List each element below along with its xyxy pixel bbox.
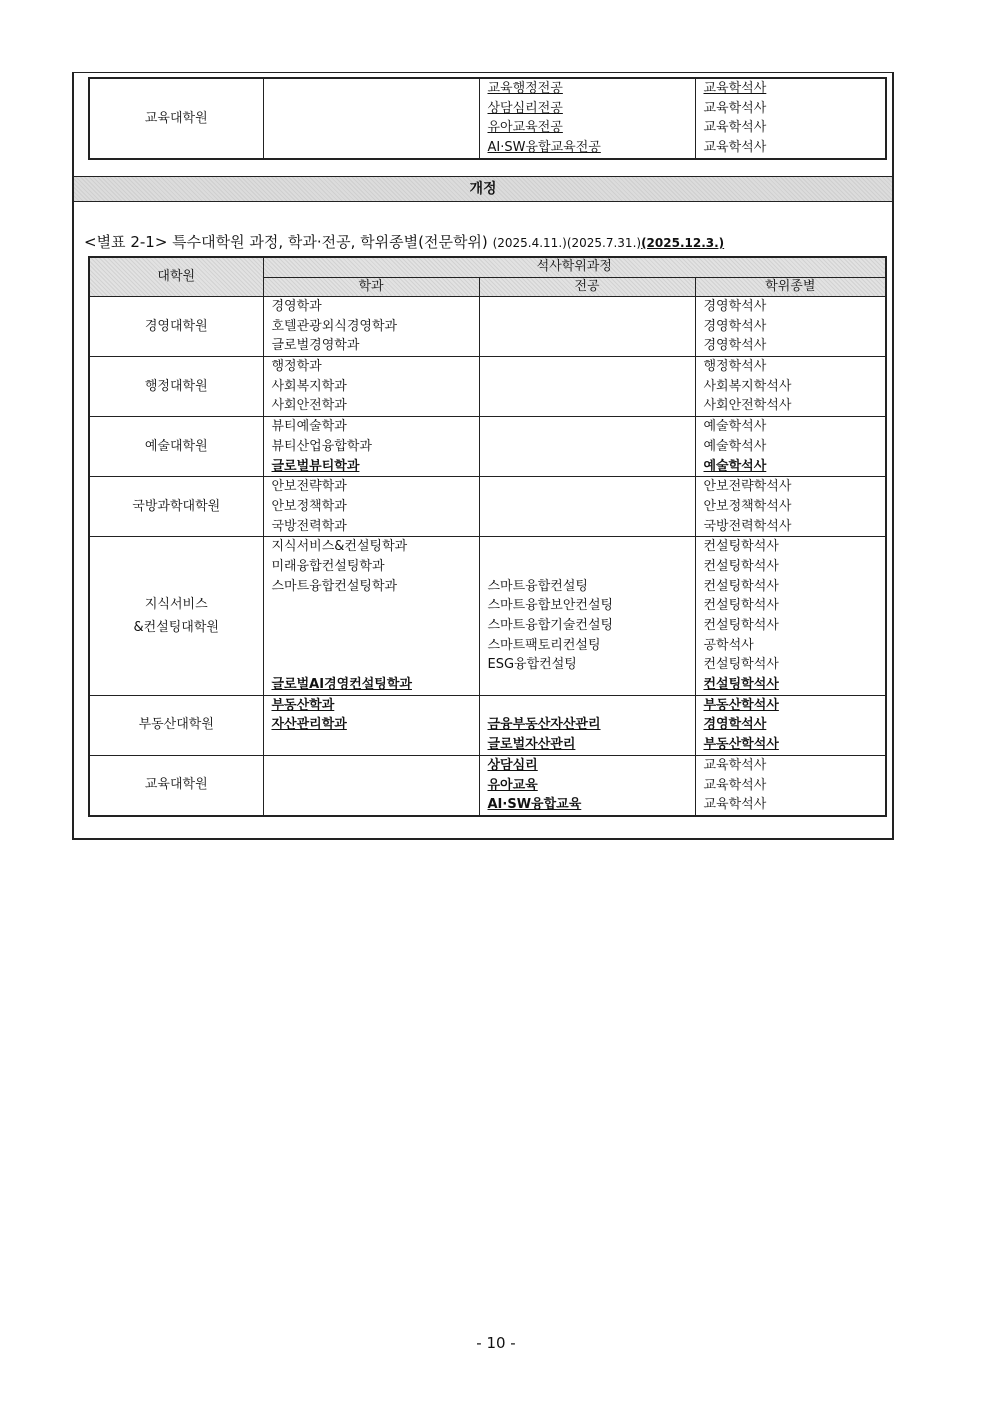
degree-item: 교육학석사 xyxy=(703,777,767,793)
caption-new-date: (2025.12.3.) xyxy=(641,236,725,250)
dept-item: 사회복지학과 xyxy=(271,378,347,394)
dept-cell xyxy=(263,417,479,477)
degree-cell xyxy=(695,537,886,696)
degree-cell xyxy=(695,417,886,477)
school-name xyxy=(89,537,263,696)
degree-item: 경영학석사 xyxy=(703,717,767,733)
dept-item: 지식서비스&컨설팅학과 xyxy=(271,539,408,555)
degree-cell xyxy=(695,297,886,357)
dept-item: 글로벌뷰티학과 xyxy=(271,458,360,474)
degree-item: 경영학석사 xyxy=(703,299,767,314)
degree-item: 컨설팅학석사 xyxy=(703,539,779,555)
degree-item: 사회복지학석사 xyxy=(703,378,792,394)
degree-item: 컨설팅학석사 xyxy=(703,578,779,594)
dept-item: 미래융합컨설팅학과 xyxy=(271,558,385,574)
degree-item: 컨설팅학석사 xyxy=(703,657,779,673)
major-cell xyxy=(479,357,695,417)
top-major-cell xyxy=(479,78,695,159)
main-table xyxy=(88,256,887,817)
amendment-frame xyxy=(72,72,894,840)
school-name-line: &컨설팅대학원 xyxy=(133,620,219,635)
dept-cell xyxy=(263,695,479,755)
major-item xyxy=(488,675,695,695)
school-name: 경영대학원 xyxy=(89,297,263,357)
top-degree: 교육학석사 xyxy=(703,100,767,116)
dept-item xyxy=(272,655,479,675)
school-name: 예술대학원 xyxy=(89,417,263,477)
table-row xyxy=(89,695,886,755)
caption-dates: (2025.4.11.)(2025.7.31.) xyxy=(492,236,642,250)
top-major: 유아교육전공 xyxy=(487,120,563,136)
degree-item: 행정학석사 xyxy=(703,359,767,375)
degree-item: 공학석사 xyxy=(703,637,754,653)
top-major: 교육행정전공 xyxy=(487,81,563,96)
major-item: 스마트융합컨설팅 xyxy=(487,578,588,594)
school-name-line: 지식서비스 xyxy=(144,597,208,612)
degree-item: 교육학석사 xyxy=(703,797,767,813)
major-cell xyxy=(479,417,695,477)
major-item: ESG융합컨설팅 xyxy=(487,657,577,673)
major-cell xyxy=(479,755,695,816)
major-item: 스마트융합보안컨설팅 xyxy=(487,598,614,614)
major-item xyxy=(488,537,695,557)
table-row xyxy=(89,297,886,357)
header-school: 대학원 xyxy=(89,257,263,297)
dept-item: 글로벌AI경영컨설팅학과 xyxy=(271,677,412,693)
degree-item: 예술학석사 xyxy=(703,438,767,454)
major-cell xyxy=(479,537,695,696)
school-name: 국방과학대학원 xyxy=(89,477,263,537)
dept-item: 호텔관광외식경영학과 xyxy=(271,318,398,334)
table-row xyxy=(89,477,886,537)
dept-item xyxy=(272,596,479,616)
major-item xyxy=(488,557,695,577)
table-caption xyxy=(84,231,724,252)
dept-cell xyxy=(263,477,479,537)
major-item: 스마트팩토리컨설팅 xyxy=(487,637,601,653)
degree-cell xyxy=(695,477,886,537)
degree-item: 예술학석사 xyxy=(703,458,767,474)
major-cell xyxy=(479,477,695,537)
degree-item: 부동산학석사 xyxy=(703,697,779,713)
header-program: 석사학위과정 xyxy=(263,257,886,277)
degree-item: 컨설팅학석사 xyxy=(703,558,779,574)
degree-item: 사회안전학석사 xyxy=(703,398,792,414)
degree-item: 국방전력학석사 xyxy=(703,518,792,534)
degree-item: 부동산학석사 xyxy=(703,737,779,753)
degree-item: 안보정책학석사 xyxy=(703,498,792,514)
degree-cell xyxy=(695,357,886,417)
dept-item: 뷰티산업융합학과 xyxy=(271,438,372,454)
degree-item: 컨설팅학석사 xyxy=(703,598,779,614)
degree-item: 경영학석사 xyxy=(703,318,767,334)
major-item: 상담심리 xyxy=(487,757,538,773)
header-degree: 학위종별 xyxy=(695,277,886,297)
table-row xyxy=(89,755,886,816)
top-school: 교육대학원 xyxy=(89,78,263,159)
major-item: 금융부동산자산관리 xyxy=(487,717,601,733)
dept-item: 행정학과 xyxy=(271,359,322,375)
header-major: 전공 xyxy=(479,277,695,297)
table-row xyxy=(89,537,886,696)
dept-item xyxy=(272,735,479,755)
dept-cell xyxy=(263,297,479,357)
dept-item: 글로벌경영학과 xyxy=(271,338,360,354)
dept-cell xyxy=(263,357,479,417)
major-cell xyxy=(479,695,695,755)
degree-item: 컨설팅학석사 xyxy=(703,618,779,633)
degree-item: 예술학석사 xyxy=(703,419,767,435)
top-degree: 교육학석사 xyxy=(703,120,767,136)
school-name: 부동산대학원 xyxy=(89,695,263,755)
top-degree: 교육학석사 xyxy=(703,140,767,156)
dept-item xyxy=(272,616,479,636)
major-item: AI·SW융합교육 xyxy=(487,797,582,813)
revision-band: 개정 xyxy=(74,176,892,202)
header-dept: 학과 xyxy=(263,277,479,297)
top-major: 상담심리전공 xyxy=(487,100,563,116)
table-row xyxy=(89,357,886,417)
top-table xyxy=(88,77,887,160)
top-degree-cell xyxy=(695,78,886,159)
dept-item: 안보전략학과 xyxy=(271,479,347,495)
dept-item: 뷰티예술학과 xyxy=(271,419,347,435)
top-major: AI·SW융합교육전공 xyxy=(487,140,601,156)
top-degree: 교육학석사 xyxy=(703,81,767,96)
dept-item: 스마트융합컨설팅학과 xyxy=(271,578,398,594)
page-number: - 10 - xyxy=(476,1334,516,1352)
dept-item: 부동산학과 xyxy=(271,697,335,713)
degree-item: 경영학석사 xyxy=(703,338,767,354)
dept-item: 사회안전학과 xyxy=(271,398,347,414)
major-cell xyxy=(479,297,695,357)
major-item: 유아교육 xyxy=(487,777,538,793)
degree-item: 안보전략학석사 xyxy=(703,479,792,495)
dept-item: 자산관리학과 xyxy=(271,717,347,733)
dept-cell xyxy=(263,537,479,696)
major-item xyxy=(488,696,695,716)
school-name: 행정대학원 xyxy=(89,357,263,417)
dept-item: 국방전력학과 xyxy=(271,518,347,534)
dept-item: 안보정책학과 xyxy=(271,498,347,514)
table-row xyxy=(89,417,886,477)
degree-item: 교육학석사 xyxy=(703,757,767,773)
caption-title: <별표 2-1> 특수대학원 과정, 학과·전공, 학위종별(전문학위) xyxy=(84,233,488,251)
dept-item: 경영학과 xyxy=(271,299,322,314)
top-dept-cell xyxy=(263,78,479,159)
dept-cell xyxy=(263,755,479,816)
dept-item xyxy=(272,636,479,656)
major-item: 스마트융합기술컨설팅 xyxy=(487,618,614,633)
school-name: 교육대학원 xyxy=(89,755,263,816)
major-item: 글로벌자산관리 xyxy=(487,737,576,753)
degree-cell xyxy=(695,755,886,816)
degree-item: 컨설팅학석사 xyxy=(703,677,779,693)
degree-cell xyxy=(695,695,886,755)
